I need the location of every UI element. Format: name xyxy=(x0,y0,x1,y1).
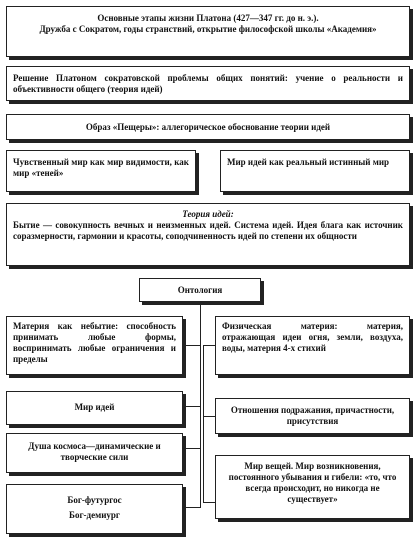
god-line2: Бог-демиург xyxy=(69,510,120,520)
sensual-world-box: Чувственный мир как мир видимости, как мир «теней» xyxy=(6,150,196,192)
theory-box xyxy=(6,203,410,266)
connector-relations xyxy=(203,416,215,417)
ideas-world-box: Мир идей xyxy=(6,391,183,425)
connector-matter xyxy=(183,345,201,346)
connector-ideas xyxy=(183,406,201,407)
theory-title: Теория идей: xyxy=(182,209,234,219)
god-line1: Бог-футургос xyxy=(67,495,122,505)
connector-god xyxy=(183,507,201,508)
cave-box: Образ «Пещеры»: аллегорическое обоснование теории идей xyxy=(6,114,410,140)
physical-matter-box: Физическая материя: материя, отражающая идеи огня, земли, воздуха, воды, материя 4-х стихий xyxy=(215,316,410,375)
god-box xyxy=(6,484,183,534)
matter-box: Материя как небытие: способность принимать любые формы, воспринимать любые ограничения и пределы xyxy=(6,316,183,375)
header-line2: Дружба с Сократом, годы странствий, открытие философской школы «Академия» xyxy=(39,24,377,34)
header-line1: Основные этапы жизни Платона (427—347 гг. до н. э.). xyxy=(97,13,319,23)
ontology-box: Онтология xyxy=(139,278,261,302)
theory-text: Бытие — совокупность вечных и неизменных идей. Система идей. Идея блага как источник соразмерности, гармонии и красоты, соподчиненность идей по степени их общности xyxy=(13,220,403,241)
connector-right-vertical xyxy=(203,345,204,503)
things-world-box: Мир вещей. Мир возникновения, постоянного убывания и гибели: «то, что всегда происходит, но никогда не существует» xyxy=(215,455,410,519)
relations-box: Отношения подражания, причастности, присутствия xyxy=(215,398,410,434)
connector-things xyxy=(203,502,215,503)
cosmos-soul-box: Душа космоса—динамические и творческие сили xyxy=(6,433,183,473)
ideas-world-top-box: Мир идей как реальный истинный мир xyxy=(220,150,410,192)
solution-box: Решение Платоном сократовской проблемы общих понятий: учение о реальности и объективности общего (теория идей) xyxy=(6,66,410,101)
connector-soul xyxy=(183,448,201,449)
connector-physical xyxy=(203,345,215,346)
header-box xyxy=(6,6,410,57)
connector-left-vertical xyxy=(200,313,201,508)
